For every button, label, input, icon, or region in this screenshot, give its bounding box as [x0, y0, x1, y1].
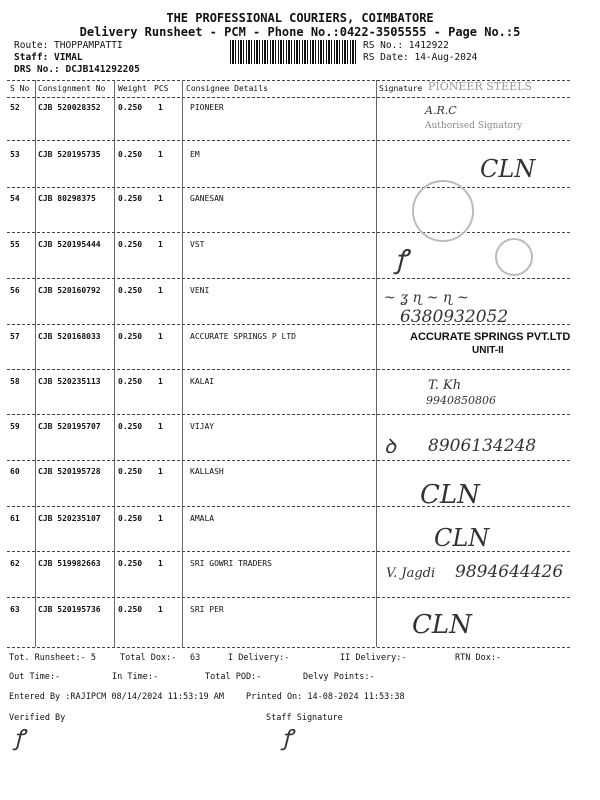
row-weight: 0.250	[118, 240, 143, 249]
row-pcs: 1	[158, 514, 163, 523]
row-consignee: VIJAY	[190, 422, 215, 431]
row-consignee: AMALA	[190, 514, 215, 523]
row-weight: 0.250	[118, 150, 143, 159]
row-weight: 0.250	[118, 514, 143, 523]
row-weight: 0.250	[118, 194, 143, 203]
row-pcs: 1	[158, 103, 163, 112]
staff-signature: Staff Signature	[266, 713, 343, 723]
row-consignee: ACCURATE SPRINGS P LTD	[190, 332, 296, 341]
signature-scribble: T. Kh	[428, 378, 462, 393]
total-dox-label: Total Dox:-	[120, 653, 177, 663]
row-consignee: KALAI	[190, 377, 215, 386]
total-pod: Total POD:-	[205, 672, 262, 682]
row-separator	[7, 278, 570, 279]
row-consignment: CJB 519982663	[38, 559, 101, 568]
table-bottom-line	[7, 647, 570, 648]
row-pcs: 1	[158, 240, 163, 249]
col-header-pcs: PCS	[154, 84, 169, 93]
row-consignment: CJB 520195444	[38, 240, 101, 249]
i-delivery: I Delivery:-	[228, 653, 290, 663]
signature-scribble: A.R.C	[425, 104, 457, 117]
barcode	[230, 40, 358, 64]
row-weight: 0.250	[118, 377, 143, 386]
total-dox-value: 63	[190, 653, 201, 663]
cln-mark: CLN	[420, 480, 480, 510]
signature-scribble: ꝺ	[384, 434, 396, 458]
authorised-signatory: Authorised Signatory	[425, 121, 523, 131]
row-weight: 0.250	[118, 605, 143, 614]
row-sno: 61	[10, 514, 20, 523]
kalai-phone: 9940850806	[426, 394, 496, 407]
signature-scribble: ꝭ	[395, 245, 408, 275]
pioneer-stamp: PIONEER STEELS	[428, 80, 533, 93]
row-weight: 0.250	[118, 332, 143, 341]
row-pcs: 1	[158, 422, 163, 431]
row-consignment: CJB 80298375	[38, 194, 96, 203]
col-divider	[376, 80, 377, 647]
col-header-details: Consignee Details	[186, 84, 268, 93]
drs-number: DRS No.: DCJB141292205	[14, 64, 140, 75]
row-sno: 60	[10, 467, 20, 476]
row-consignee: SRI GOWRI TRADERS	[190, 559, 272, 568]
row-consignee: KALLASH	[190, 467, 224, 476]
runsheet-subtitle: Delivery Runsheet - PCM - Phone No.:0422-3505555 - Page No.:5	[79, 25, 521, 39]
small-stamp-icon	[495, 238, 533, 276]
rs-number: RS No.: 1412922	[363, 40, 449, 51]
cln-mark: CLN	[434, 524, 490, 552]
row-consignee: PIONEER	[190, 103, 224, 112]
vijay-phone: 8906134248	[428, 436, 537, 456]
route-label: Route: THOPPAMPATTI	[14, 40, 123, 51]
entered-by: Entered By :RAJIPCM 08/14/2024 11:53:19 AM	[9, 692, 224, 702]
row-separator	[7, 140, 570, 141]
rtn-dox: RTN Dox:-	[455, 653, 502, 663]
row-separator	[7, 506, 570, 507]
table-header-line	[7, 97, 570, 98]
row-separator	[7, 232, 570, 233]
row-consignment: CJB 520028352	[38, 103, 101, 112]
row-pcs: 1	[158, 150, 163, 159]
row-consignee: SRI PER	[190, 605, 224, 614]
veni-phone: 6380932052	[400, 307, 509, 327]
row-sno: 63	[10, 605, 20, 614]
row-sno: 54	[10, 194, 20, 203]
row-consignment: CJB 520195735	[38, 150, 101, 159]
rs-date: RS Date: 14-Aug-2024	[363, 52, 478, 63]
row-weight: 0.250	[118, 467, 143, 476]
row-consignee: EM	[190, 150, 200, 159]
row-weight: 0.250	[118, 559, 143, 568]
signature-scribble: ~ ʓ ɳ ~ ɳ ~	[384, 290, 469, 306]
row-weight: 0.250	[118, 286, 143, 295]
verified-by: Verified By	[9, 713, 66, 723]
tot-runsheet: Tot. Runsheet:- 5	[9, 653, 96, 663]
row-separator	[7, 414, 570, 415]
signature-scribble: V. Jagdi	[386, 566, 436, 581]
row-consignee: VENI	[190, 286, 210, 295]
gowri-phone: 9894644426	[455, 562, 564, 582]
row-weight: 0.250	[118, 103, 143, 112]
row-pcs: 1	[158, 605, 163, 614]
row-consignment: CJB 520168033	[38, 332, 101, 341]
col-header-signature: Signature	[379, 84, 423, 93]
row-sno: 58	[10, 377, 20, 386]
row-sno: 52	[10, 103, 20, 112]
row-consignment: CJB 520195707	[38, 422, 101, 431]
row-consignee: VST	[190, 240, 205, 249]
printed-on: Printed On: 14-08-2024 11:53:38	[246, 692, 405, 702]
staff-label: Staff: VIMAL	[14, 52, 83, 63]
unit-stamp: UNIT-II	[472, 345, 504, 356]
row-consignment: CJB 520160792	[38, 286, 101, 295]
row-sno: 59	[10, 422, 20, 431]
col-divider	[35, 80, 36, 647]
accurate-stamp: ACCURATE SPRINGS PVT.LTD	[410, 331, 571, 343]
row-sno: 55	[10, 240, 20, 249]
row-consignee: GANESAN	[190, 194, 224, 203]
delvy-points: Delvy Points:-	[303, 672, 375, 682]
out-time: Out Time:-	[9, 672, 61, 682]
row-sno: 53	[10, 150, 20, 159]
verified-signature-scribble: ꝭ	[14, 726, 25, 751]
row-pcs: 1	[158, 559, 163, 568]
row-separator	[7, 369, 570, 370]
row-consignment: CJB 520195728	[38, 467, 101, 476]
row-pcs: 1	[158, 286, 163, 295]
col-header-weight: Weight	[118, 84, 147, 93]
col-divider	[182, 80, 183, 647]
row-pcs: 1	[158, 467, 163, 476]
row-separator	[7, 187, 570, 188]
row-sno: 56	[10, 286, 20, 295]
row-separator	[7, 597, 570, 598]
cln-mark: CLN	[412, 610, 472, 640]
col-divider	[114, 80, 115, 647]
staff-signature-scribble: ꝭ	[282, 726, 293, 751]
row-sno: 62	[10, 559, 20, 568]
row-consignment: CJB 520195736	[38, 605, 101, 614]
in-time: In Time:-	[112, 672, 159, 682]
col-header-sno: S No	[10, 84, 30, 93]
company-title: THE PROFESSIONAL COURIERS, COIMBATORE	[166, 11, 434, 25]
company-stamp-icon	[412, 180, 474, 242]
ii-delivery: II Delivery:-	[340, 653, 407, 663]
row-pcs: 1	[158, 194, 163, 203]
row-pcs: 1	[158, 332, 163, 341]
row-pcs: 1	[158, 377, 163, 386]
cln-mark: CLN	[480, 155, 536, 183]
row-consignment: CJB 520235107	[38, 514, 101, 523]
col-header-consignment: Consignment No	[38, 84, 106, 93]
row-sno: 57	[10, 332, 20, 341]
row-consignment: CJB 520235113	[38, 377, 101, 386]
row-weight: 0.250	[118, 422, 143, 431]
row-separator	[7, 460, 570, 461]
